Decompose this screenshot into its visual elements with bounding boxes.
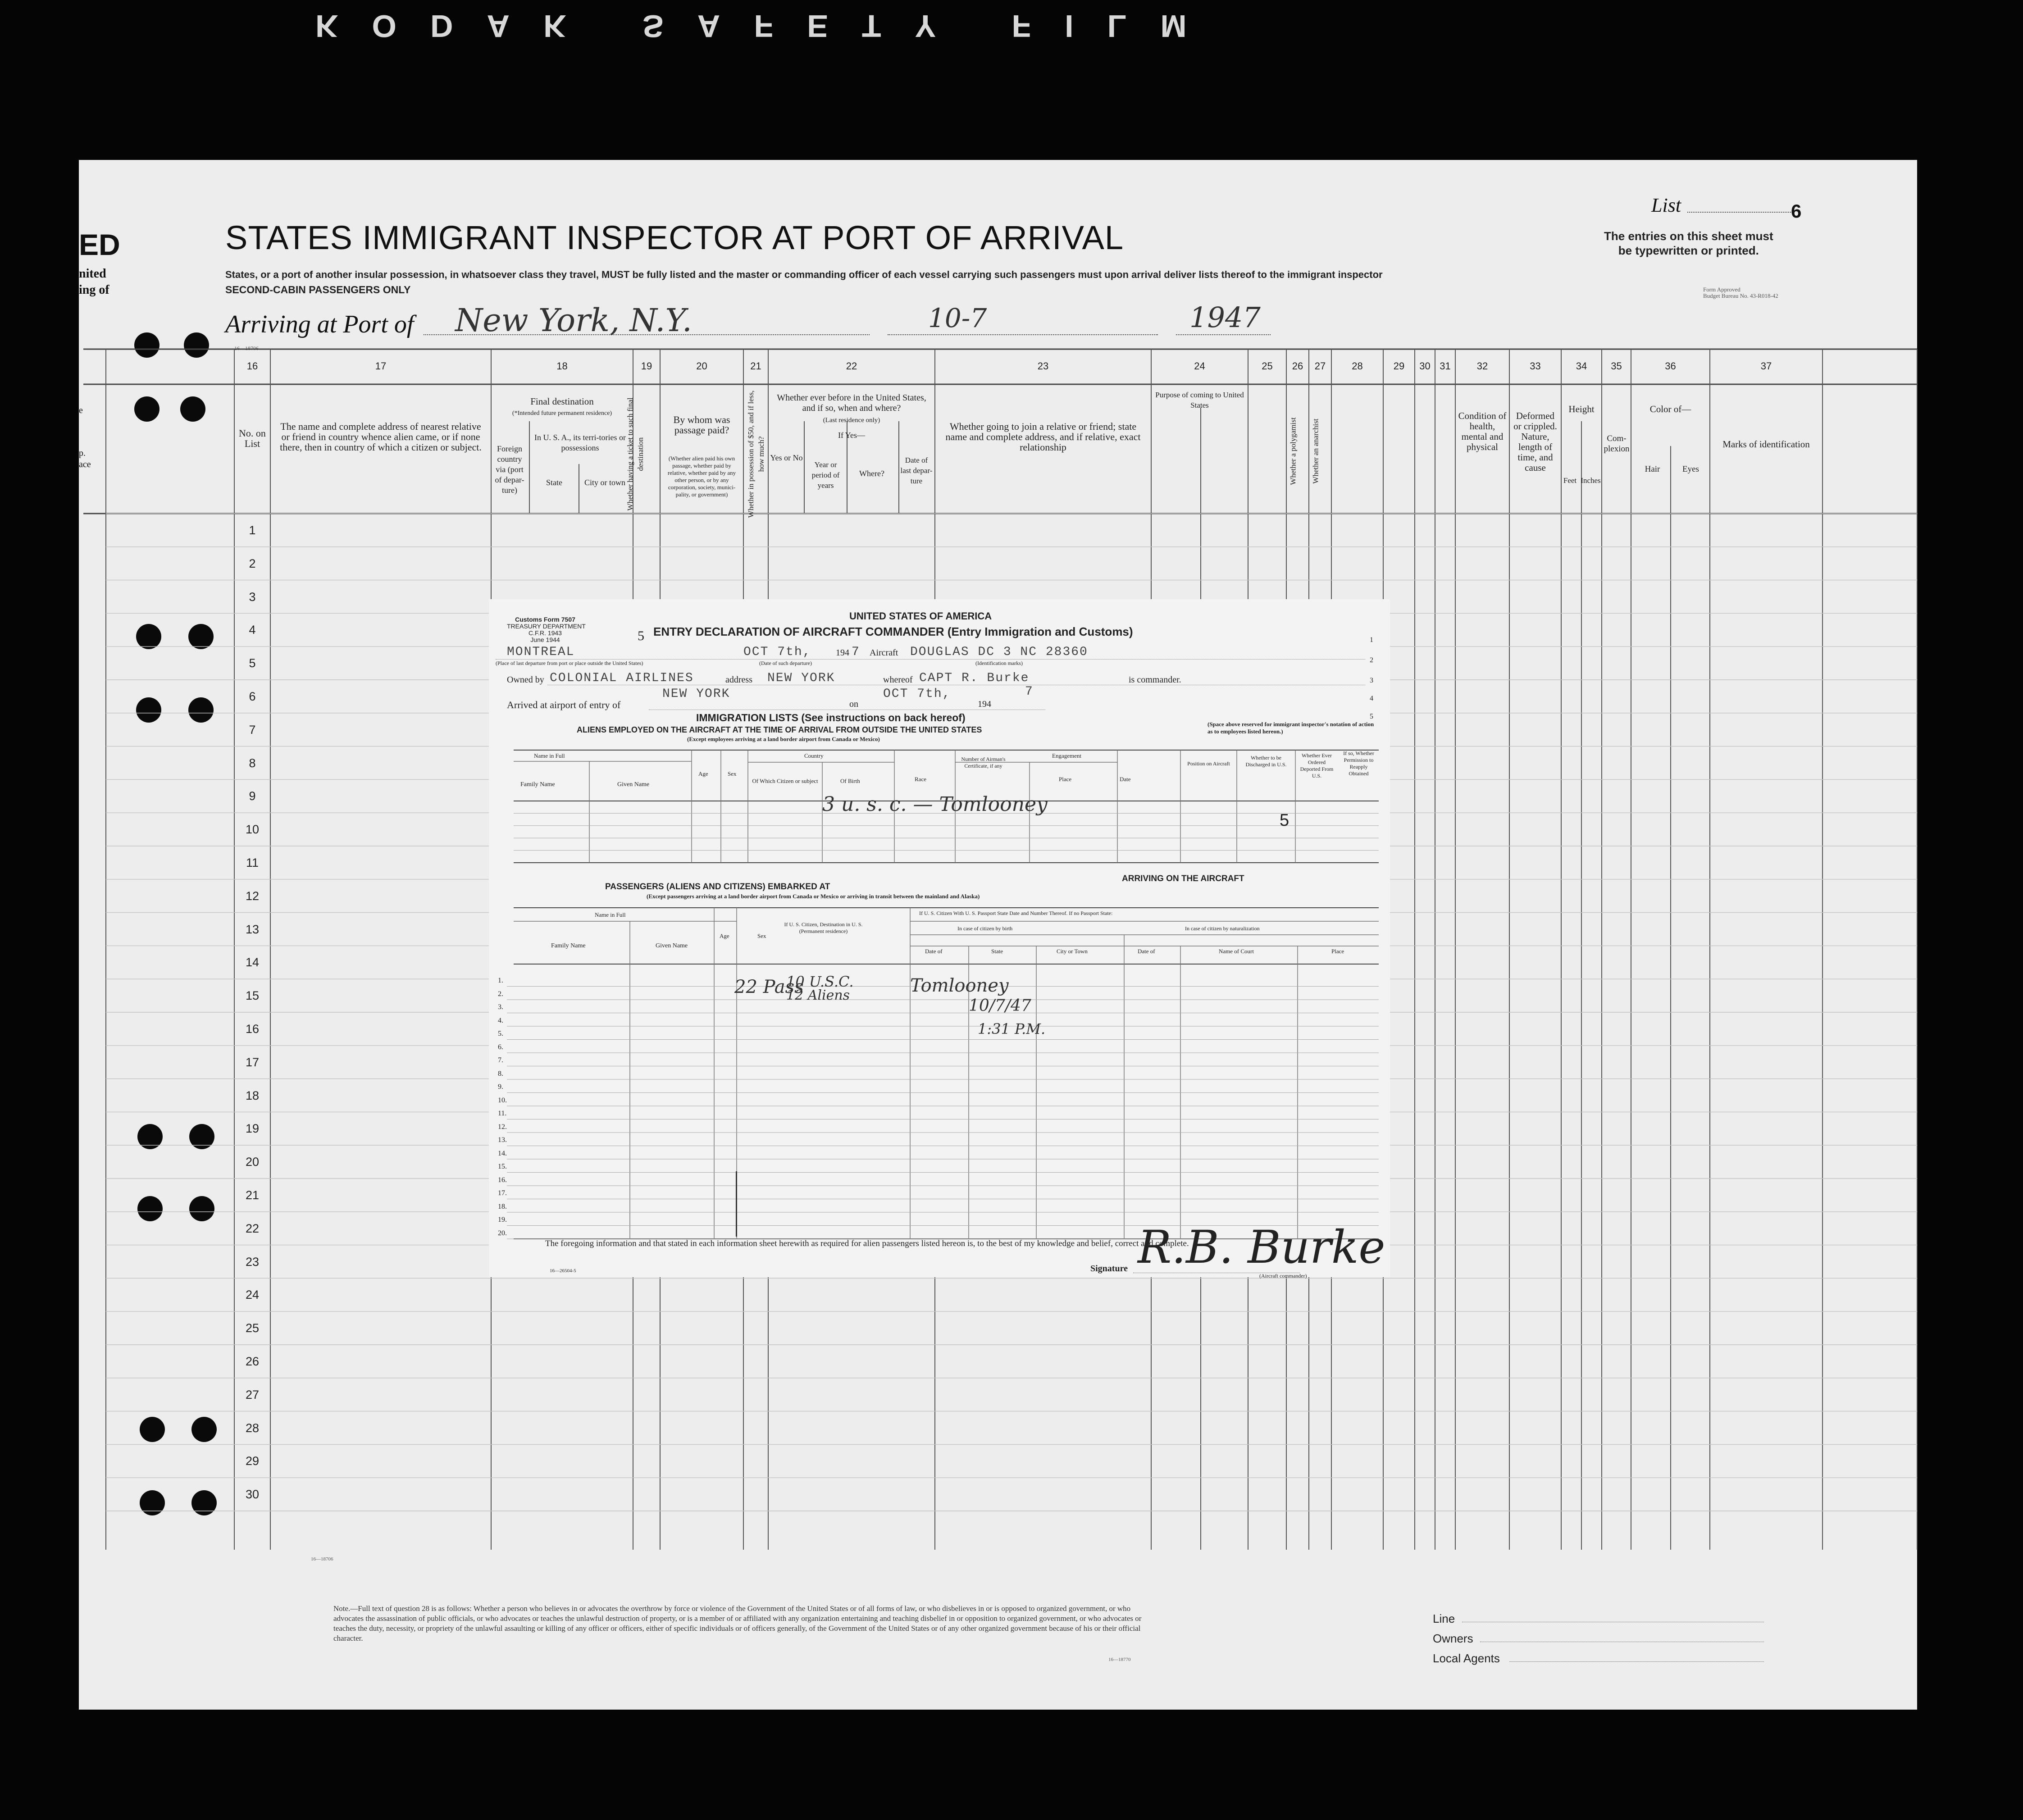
column-header-sub: Inches bbox=[1581, 476, 1601, 485]
column-header-sub: State bbox=[546, 478, 562, 487]
column-number: 30 bbox=[1419, 360, 1431, 372]
pax-handwritten-citizens: 10 U.S.C. bbox=[786, 973, 854, 990]
departure-year-digit: 7 bbox=[852, 645, 860, 659]
row-number: 30 bbox=[245, 1488, 260, 1502]
pax-handwritten-date: 10/7/47 bbox=[969, 996, 1031, 1015]
year-handwritten: 1947 bbox=[1189, 301, 1261, 334]
pax-handwritten-name: Tomlooney bbox=[910, 975, 1009, 996]
column-header-sub: (Last residence only) bbox=[823, 417, 880, 424]
pax-col-header: Name in Full bbox=[595, 911, 626, 918]
pax-handwritten-aliens: 12 Aliens bbox=[786, 987, 850, 1003]
film-edge-text: KODAK SAFETY FILM bbox=[315, 9, 1221, 44]
passenger-row-number: 5. bbox=[498, 1030, 503, 1037]
date-handwritten: 10-7 bbox=[928, 303, 987, 333]
owner-address: NEW YORK bbox=[767, 671, 835, 685]
footer-code: 16—18770 bbox=[1108, 1657, 1131, 1662]
crew-col-header: Whether Ever Ordered Deported From U.S. bbox=[1300, 752, 1334, 779]
column-header: Whether an anarchist bbox=[1311, 419, 1320, 484]
passenger-row-number: 16. bbox=[498, 1176, 507, 1184]
passenger-row-number: 20. bbox=[498, 1229, 507, 1237]
row-number: 20 bbox=[245, 1155, 260, 1169]
column-header-sub: Hair bbox=[1645, 464, 1660, 474]
departure-place: MONTREAL bbox=[507, 645, 575, 659]
pax-col-header: In case of citizen by birth bbox=[957, 925, 1013, 932]
row-number: 2 bbox=[249, 556, 256, 570]
passenger-row-number: 8. bbox=[498, 1069, 503, 1078]
column-header-sub: Where? bbox=[859, 469, 884, 478]
column-number: 29 bbox=[1393, 360, 1405, 372]
sheet-code: 16—18706 bbox=[234, 345, 259, 351]
column-header-sub: In U. S. A., its terri-tories or possessions bbox=[534, 433, 626, 452]
column-header-sub: Foreign country via (port of depar-ture) bbox=[495, 444, 524, 495]
column-header: Deformed or crippled. Nature, length of time, and cause bbox=[1513, 410, 1557, 473]
header-class-note: SECOND-CABIN PASSENGERS ONLY bbox=[225, 284, 411, 296]
row-number: 26 bbox=[245, 1355, 260, 1368]
customs-form-7507 bbox=[489, 599, 1390, 1277]
passenger-row-number: 3. bbox=[498, 1003, 503, 1011]
crew-col-header: Place bbox=[1059, 776, 1072, 783]
form-title: ENTRY DECLARATION OF AIRCRAFT COMMANDER (Entry Immigration and Customs) bbox=[653, 625, 1133, 638]
column-number: 23 bbox=[1037, 360, 1049, 372]
crew-col-header: Family Name bbox=[520, 781, 555, 788]
form-id-line: June 1944 bbox=[530, 636, 560, 643]
pax-handwritten-time: 1:31 P.M. bbox=[978, 1020, 1046, 1037]
on-label: on bbox=[849, 699, 858, 709]
passenger-row-number: 15. bbox=[498, 1163, 507, 1170]
column-header-sub: Eyes bbox=[1682, 464, 1699, 474]
column-number: 22 bbox=[846, 360, 857, 372]
column-header: Condition of health, mental and physical bbox=[1458, 410, 1507, 452]
pax-col-header: Age bbox=[720, 933, 729, 939]
row-number: 1 bbox=[249, 523, 256, 537]
aliens-employed-heading: ALIENS EMPLOYED ON THE AIRCRAFT AT THE TIME OF ARRIVAL FROM OUTSIDE THE UNITED STATES bbox=[577, 725, 982, 734]
form-line-number: 5 bbox=[1370, 713, 1373, 720]
column-header-sub: Yes or No bbox=[770, 453, 803, 462]
row-number: 18 bbox=[245, 1088, 260, 1102]
row-number: 3 bbox=[249, 590, 256, 604]
column-header-sub: If Yes— bbox=[838, 431, 865, 440]
pax-col-header: If U. S. Citizen With U. S. Passport State Date and Number Thereof. If no Passport State: bbox=[919, 910, 1113, 916]
column-number: 17 bbox=[375, 360, 387, 372]
owner: COLONIAL AIRLINES bbox=[550, 671, 694, 685]
passenger-row-number: 17. bbox=[498, 1189, 507, 1197]
aircraft-ident: DOUGLAS DC 3 NC 28360 bbox=[910, 645, 1088, 659]
passenger-row-number: 6. bbox=[498, 1043, 503, 1051]
commander-suffix: is commander. bbox=[1129, 675, 1181, 685]
aircraft-label: Aircraft bbox=[870, 648, 898, 658]
column-header: Com-plexion bbox=[1604, 434, 1630, 454]
list-label: List bbox=[1651, 194, 1681, 216]
column-header-sub: Year or period of years bbox=[811, 460, 840, 490]
customs-form-code: 16—26504-5 bbox=[550, 1268, 576, 1274]
passenger-row-number: 14. bbox=[498, 1149, 507, 1157]
header-instruction: States, or a port of another insular possession, in whatsoever class they travel, MUST be fully listed and the master or commanding officer of each vessel carrying such passengers must upon arrival deliver lists thereof to the immigrant inspector bbox=[225, 269, 1383, 280]
column-number: 34 bbox=[1576, 360, 1587, 372]
form-line-number: 2 bbox=[1370, 656, 1373, 664]
space-reserved-note: (Space above reserved for immigrant inspector's notation of action as to employees listed hereon.) bbox=[1207, 721, 1374, 735]
pax-col-header: Place bbox=[1331, 948, 1344, 955]
pax-col-header: Family Name bbox=[551, 942, 586, 949]
page-title: STATES IMMIGRANT INSPECTOR AT PORT OF ARRIVAL bbox=[225, 219, 1124, 256]
crew-col-header: Name in Full bbox=[534, 752, 565, 759]
crew-handwritten-entry: 3 u. s. c. — Tomlooney bbox=[822, 793, 1048, 816]
column-number: 36 bbox=[1665, 360, 1676, 372]
row-number: 6 bbox=[249, 690, 256, 703]
column-number: 19 bbox=[641, 360, 652, 372]
passenger-row-number: 1. bbox=[498, 977, 503, 984]
crew-col-header: Given Name bbox=[617, 781, 650, 788]
crew-col-header: Sex bbox=[728, 770, 737, 777]
crew-col-header: Position on Aircraft bbox=[1187, 760, 1230, 767]
column-number: 28 bbox=[1352, 360, 1363, 372]
footer-note: Note.—Full text of question 28 is as follows: Whether a person who believes in or advocates the overthrow by force or violence of the Government of the United States or of all forms of law, or who disbelieves in or is opposed to organized government, or who advocates the assassination of public officials, or who advocates or teaches the unlawful destruction of property, or is a member of or affiliated with any organization entertaining and teaching disbelief in or opposition to organized government, or who advocates or teaches the duty, necessity, or propriety of the unlawful assaulting or killing of any officer or officers, either of specific individuals or of officers generally, of the Government of the United States or of any other organized government because of his or their official character. bbox=[333, 1604, 1142, 1643]
crew-col-header: Country bbox=[804, 752, 824, 759]
passengers-except-note: (Except passengers arriving at a land border airport from Canada or Mexico or arriving in transit between the mainland and Alaska) bbox=[647, 893, 980, 900]
form-id-line: Customs Form 7507 bbox=[515, 616, 575, 623]
column-header: Whether a polygamist bbox=[1289, 417, 1298, 485]
local-agents-label: Local Agents bbox=[1433, 1652, 1500, 1665]
signature-caption: (Aircraft commander) bbox=[1259, 1273, 1307, 1279]
margin-fragment: p. bbox=[79, 448, 86, 458]
row-number: 9 bbox=[249, 789, 256, 803]
column-header-sub: (Whether alien paid his own passage, whether paid by relative, whether paid by any other person, or by any corporation, society, munici-pality, or government) bbox=[667, 455, 736, 498]
row-number: 13 bbox=[245, 922, 260, 936]
row-number: 10 bbox=[245, 823, 260, 837]
left-text-fragment: nited bbox=[79, 267, 106, 281]
commander-name: CAPT R. Burke bbox=[919, 671, 1030, 685]
column-number: 26 bbox=[1292, 360, 1303, 372]
form-id-line: TREASURY DEPARTMENT bbox=[507, 623, 586, 630]
row-number: 19 bbox=[245, 1122, 260, 1136]
row-number: 5 bbox=[249, 656, 256, 670]
crew-col-header: Date bbox=[1120, 776, 1131, 783]
column-number: 20 bbox=[696, 360, 707, 372]
column-header: Height bbox=[1568, 404, 1595, 414]
pax-col-header: If U. S. Citizen, Destination in U. S. (Permanent residence) bbox=[784, 921, 863, 934]
year-prefix: 194 bbox=[978, 699, 991, 709]
column-header: No. on List bbox=[239, 428, 266, 449]
pax-col-header: Name of Court bbox=[1219, 948, 1254, 955]
row-number: 14 bbox=[245, 956, 260, 969]
form-line-number: 3 bbox=[1370, 677, 1373, 684]
form-id-line: C.F.R. 1943 bbox=[529, 629, 562, 637]
passengers-heading-2: ARRIVING ON THE AIRCRAFT bbox=[1122, 874, 1244, 883]
passengers-heading: PASSENGERS (ALIENS AND CITIZENS) EMBARKED AT bbox=[605, 882, 830, 892]
passenger-row-number: 4. bbox=[498, 1016, 503, 1024]
column-header: Whether in possession of $50, and if less, how much? bbox=[747, 390, 765, 518]
line-label: Line bbox=[1433, 1612, 1455, 1625]
sheet-bottom-code: 16—18706 bbox=[311, 1556, 333, 1562]
column-number: 31 bbox=[1440, 360, 1451, 372]
crew-count: 5 bbox=[1280, 811, 1289, 830]
signature-label: Signature bbox=[1090, 1264, 1128, 1274]
form-line-number: 4 bbox=[1370, 695, 1373, 702]
pax-col-header: In case of citizen by naturalization bbox=[1185, 925, 1260, 932]
entries-note-line: be typewritten or printed. bbox=[1618, 244, 1759, 257]
list-number: 6 bbox=[1791, 200, 1802, 222]
passenger-row-number: 19. bbox=[498, 1216, 507, 1224]
row-number: 22 bbox=[245, 1221, 260, 1235]
passenger-row-number: 12. bbox=[498, 1123, 507, 1131]
column-header: Whether having a ticket to such final destination bbox=[626, 397, 645, 511]
crew-col-header: Of Which Citizen or subject bbox=[752, 778, 818, 784]
departure-date: OCT 7th, bbox=[743, 645, 811, 659]
crew-col-header: If so, Whether Permission to Reapply Obtained bbox=[1343, 750, 1374, 777]
column-header: Whether ever before in the United States, and if so, when and where? bbox=[777, 393, 926, 413]
passenger-row-number: 13. bbox=[498, 1136, 507, 1144]
passenger-row-number: 2. bbox=[498, 990, 503, 998]
arrival-year-digit: 7 bbox=[1025, 685, 1034, 699]
port-handwritten: New York, N.Y. bbox=[455, 302, 692, 339]
arriving-label: Arriving at Port of bbox=[225, 310, 414, 338]
row-number: 7 bbox=[249, 723, 256, 737]
crew-col-header: Engagement bbox=[1052, 752, 1081, 759]
passenger-row-number: 11. bbox=[498, 1110, 507, 1117]
entries-note-line: The entries on this sheet must bbox=[1604, 229, 1773, 243]
column-header-sub: Date of last depar-ture bbox=[900, 456, 933, 485]
column-number: 35 bbox=[1611, 360, 1622, 372]
pax-col-header: Date of bbox=[925, 948, 943, 955]
ident-caption: (Identification marks) bbox=[975, 660, 1023, 666]
column-number: 21 bbox=[750, 360, 761, 372]
margin-fragment: ace bbox=[79, 460, 91, 469]
margin-fragment: e bbox=[79, 405, 83, 415]
row-number: 15 bbox=[245, 989, 260, 1003]
arrived-label: Arrived at airport of entry of bbox=[507, 699, 621, 710]
customs-form-grid bbox=[489, 599, 1390, 1277]
pen-mark bbox=[736, 1171, 737, 1237]
crew-col-header: Of Birth bbox=[840, 778, 860, 784]
left-heading-fragment: ED bbox=[79, 228, 120, 261]
commander-signature: R.B. Burke bbox=[1138, 1221, 1385, 1274]
row-number: 27 bbox=[245, 1388, 260, 1401]
crew-col-header: Whether to be Discharged in U.S. bbox=[1245, 755, 1287, 768]
owned-by-label: Owned by bbox=[507, 675, 544, 685]
column-number: 27 bbox=[1314, 360, 1326, 372]
row-number: 12 bbox=[245, 889, 260, 903]
form-approved-line: Form Approved bbox=[1703, 286, 1741, 293]
column-number: 37 bbox=[1760, 360, 1772, 372]
column-number: 16 bbox=[246, 360, 258, 372]
passenger-row-number: 18. bbox=[498, 1202, 507, 1210]
column-number: 24 bbox=[1194, 360, 1205, 372]
column-header: Purpose of coming to United States bbox=[1155, 391, 1244, 410]
row-number: 28 bbox=[245, 1421, 260, 1435]
year-prefix: 194 bbox=[836, 648, 849, 658]
column-number: 25 bbox=[1262, 360, 1273, 372]
row-number: 4 bbox=[249, 623, 256, 637]
row-number: 8 bbox=[249, 756, 256, 770]
row-number: 23 bbox=[245, 1255, 260, 1269]
arrival-date: OCT 7th, bbox=[883, 687, 951, 701]
row-number: 21 bbox=[245, 1188, 260, 1202]
form-sequence-number: 5 bbox=[638, 628, 644, 643]
column-header: Marks of identification bbox=[1722, 439, 1810, 450]
column-number: 33 bbox=[1530, 360, 1541, 372]
row-number: 25 bbox=[245, 1321, 260, 1335]
column-header: Whether going to join a relative or friend; state name and complete address, and if relative, exact relationship bbox=[945, 421, 1141, 453]
form-approved-line: Budget Bureau No. 43-R018-42 bbox=[1703, 292, 1778, 299]
column-header-sub: Feet bbox=[1563, 476, 1577, 485]
left-text-fragment: ing of bbox=[79, 283, 109, 297]
column-header: Final destination bbox=[530, 396, 594, 407]
pax-col-header: Sex bbox=[757, 933, 766, 939]
address-label: address bbox=[725, 675, 752, 685]
pax-col-header: City or Town bbox=[1057, 948, 1088, 955]
immigration-lists-heading: IMMIGRATION LISTS (See instructions on back hereof) bbox=[696, 712, 966, 723]
row-number: 24 bbox=[245, 1288, 260, 1302]
row-number: 17 bbox=[245, 1055, 260, 1069]
date-caption: (Date of such departure) bbox=[759, 660, 812, 666]
form-nation: UNITED STATES OF AMERICA bbox=[849, 610, 992, 622]
place-caption: (Place of last departure from port or place outside the United States) bbox=[496, 660, 643, 666]
pax-col-header: Date of bbox=[1138, 948, 1155, 955]
column-header: By whom was passage paid? bbox=[673, 414, 730, 436]
row-number: 29 bbox=[245, 1454, 260, 1468]
column-header-sub: City or town bbox=[584, 478, 625, 487]
pax-handwritten-count: 22 Pass bbox=[734, 977, 804, 997]
column-header: Color of— bbox=[1649, 404, 1691, 414]
passenger-row-number: 9. bbox=[498, 1083, 503, 1091]
crew-col-header: Number of Airman's Certificate, if any bbox=[961, 756, 1006, 769]
crew-col-header: Race bbox=[915, 776, 926, 783]
row-number: 11 bbox=[246, 856, 259, 869]
owners-label: Owners bbox=[1433, 1632, 1473, 1645]
aliens-except-note: (Except employees arriving at a land border airport from Canada or Mexico) bbox=[687, 736, 880, 742]
passenger-row-number: 7. bbox=[498, 1056, 503, 1064]
column-header-sub: (*Intended future permanent residence) bbox=[512, 410, 612, 417]
passenger-row-number: 10. bbox=[498, 1096, 507, 1104]
column-number: 32 bbox=[1476, 360, 1488, 372]
entry-airport: NEW YORK bbox=[662, 687, 730, 701]
form-line-number: 1 bbox=[1370, 636, 1373, 644]
agents-underline bbox=[1509, 1661, 1764, 1662]
pax-col-header: Given Name bbox=[656, 942, 688, 949]
row-number: 16 bbox=[245, 1022, 260, 1036]
pax-col-header: State bbox=[991, 948, 1003, 955]
column-number: 18 bbox=[556, 360, 568, 372]
column-header: The name and complete address of nearest relative or friend in country whence alien came, or if none there, then in country of which a citizen or subject. bbox=[280, 421, 482, 453]
certification-text: The foregoing information and that stated in each information sheet herewith as required for alien passengers listed hereon is, to the best of my knowledge and belief, correct and complete. bbox=[545, 1239, 1189, 1248]
crew-col-header: Age bbox=[698, 770, 708, 777]
whereof-label: whereof bbox=[883, 675, 913, 685]
